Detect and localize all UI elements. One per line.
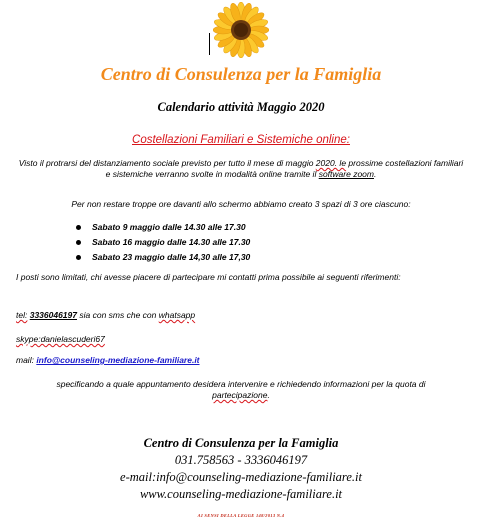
list-item: Sabato 23 maggio dalle 14,30 alle 17,30 [74,250,250,265]
page-title: Centro di Consulenza per la Famiglia [100,64,382,84]
phone-line: tel: 3336046197 sia con sms che con whatsapp [16,310,196,320]
mail-line: mail: info@counseling-mediazione-familiare.it [16,355,200,365]
phone-number[interactable]: 3336046197 [29,310,77,320]
page-subtitle: Calendario attività Maggio 2020 [157,100,325,114]
footer-email: e-mail:info@counseling-mediazione-familiare.it [120,470,362,484]
email-link[interactable]: info@counseling-mediazione-familiare.it [36,355,200,365]
intro-paragraph: Visto il protrarsi del distanziamento sociale previsto per tutto il mese di maggio 2020. le prossime costellazioni familiari e sistemiche verranno svolte in modalità online tramite il software zoom. [18,158,464,179]
list-item: Sabato 16 maggio dalle 14.30 alle 17.30 [74,235,250,250]
spaces-paragraph: Per non restare troppe ore davanti allo schermo abbiamo creato 3 spazi di 3 ore ciascuno: [71,199,411,209]
footnote: AI SENSI DELLA LEGGE 148/2013 N.4 [197,513,285,518]
limited-paragraph: I posti sono limitati, chi avesse piacere di partecipare mi contatti prima possibile ai seguenti riferimenti: [16,272,401,282]
footer-phone: 031.758563 - 3336046197 [174,453,308,467]
skype-line: skype:danielascuderi67 [16,334,105,344]
sunflower-icon [213,2,269,58]
closing-paragraph: specificando a quale appuntamento desidera intervenire e richiedendo informazioni per la quota di partecipazione. [56,379,426,400]
footer-title: Centro di Consulenza per la Famiglia [143,436,339,450]
text-cursor [209,33,210,55]
list-item: Sabato 9 maggio dalle 14.30 alle 17.30 [74,220,250,235]
dates-list [74,220,250,265]
footer-website: www.counseling-mediazione-familiare.it [139,487,343,501]
section-heading: Costellazioni Familiari e Sistemiche online: [132,134,350,146]
